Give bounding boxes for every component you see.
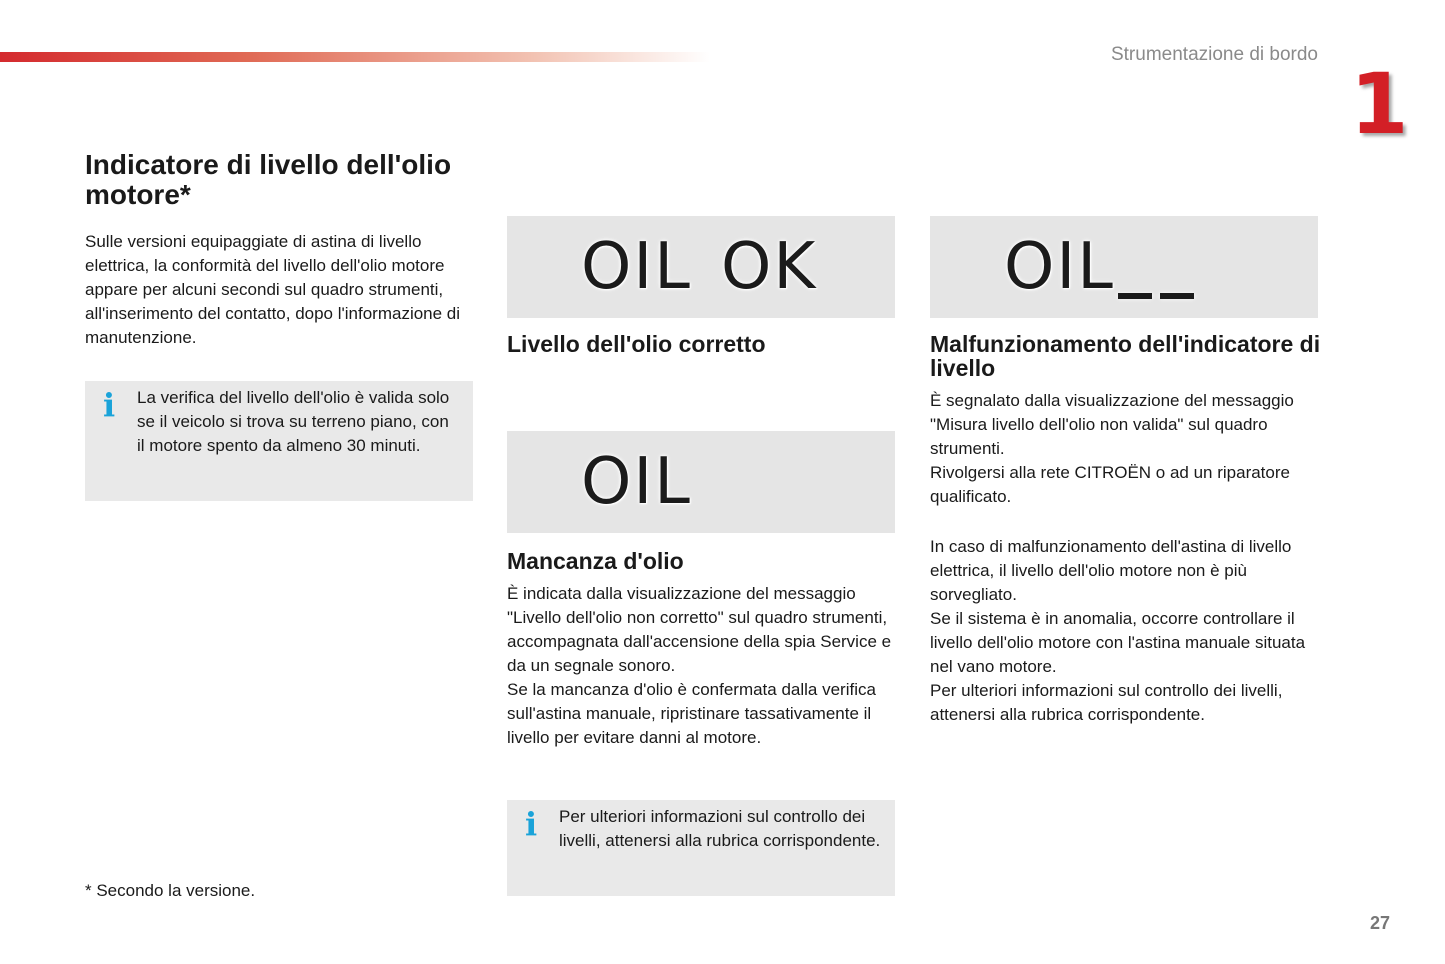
page-title: Indicatore di livello dell'olio motore* — [85, 149, 452, 210]
info-box-levels — [507, 800, 895, 896]
missing-oil-heading: Mancanza d'olio — [507, 548, 684, 574]
oil-fault-display — [930, 216, 1318, 318]
info-text: La verifica del livello dell'olio è valida solo se il veicolo si trova su terreno piano, con il motore spento da almeno 30 minuti. — [137, 388, 450, 455]
dash-segment — [1118, 293, 1152, 299]
intro-paragraph: Sulle versioni equipaggiate di astina di livello elettrica, la conformità del livello dell'olio motore appare per alcuni secondi sul quadro strumenti, all'inserimento del contatto, dopo l'informazione di manutenzione. — [85, 232, 461, 347]
oil-ok-label-right: OK — [721, 230, 818, 304]
info-icon: i — [525, 805, 538, 843]
fault-body-1: È segnalato dalla visualizzazione del messaggio "Misura livello dell'olio non valida" sul quadro strumenti. Rivolgersi alla rete CITROËN o ad un riparatore qualificato. — [930, 391, 1294, 506]
info-icon: i — [103, 386, 116, 424]
info-text: Per ulteriori informazioni sul controllo dei livelli, attenersi alla rubrica corrispondente. — [559, 807, 881, 850]
missing-oil-body: È indicata dalla visualizzazione del messaggio "Livello dell'olio non corretto" sul quadro strumenti, accompagnata dall'accensione della spia Service e da un segnale sonoro. Se la mancanza d'olio è confermata dalla verifica sull'astina manuale, ripristinare tassativamente il livello per evitare danni al motore. — [507, 584, 892, 747]
header-accent-bar — [0, 52, 710, 62]
info-box-verification — [85, 381, 473, 501]
section-label: Strumentazione di bordo — [1110, 44, 1318, 65]
oil-ok-display — [507, 216, 895, 318]
chapter-number: 1 — [1350, 55, 1409, 153]
fault-body-2: In caso di malfunzionamento dell'astina di livello elettrica, il livello dell'olio motore non è più sorvegliato. Se il sistema è in anomalia, occorre controllare il livello dell'olio motore con l'astina manuale situata nel vano motore. Per ulteriori informazioni sul controllo dei livelli, attenersi alla rubrica corrispondente. — [930, 537, 1306, 724]
dash-segment — [1160, 293, 1194, 299]
fault-heading: Malfunzionamento dell'indicatore di livello — [930, 331, 1321, 381]
correct-level-heading: Livello dell'olio corretto — [507, 331, 766, 357]
oil-ok-label-left: OIL — [581, 230, 692, 304]
oil-fault-label: OIL — [1004, 230, 1115, 304]
footnote: * Secondo la versione. — [85, 881, 256, 900]
page-number: 27 — [1369, 913, 1390, 933]
oil-missing-label: OIL — [581, 445, 692, 519]
oil-missing-display — [507, 431, 895, 533]
